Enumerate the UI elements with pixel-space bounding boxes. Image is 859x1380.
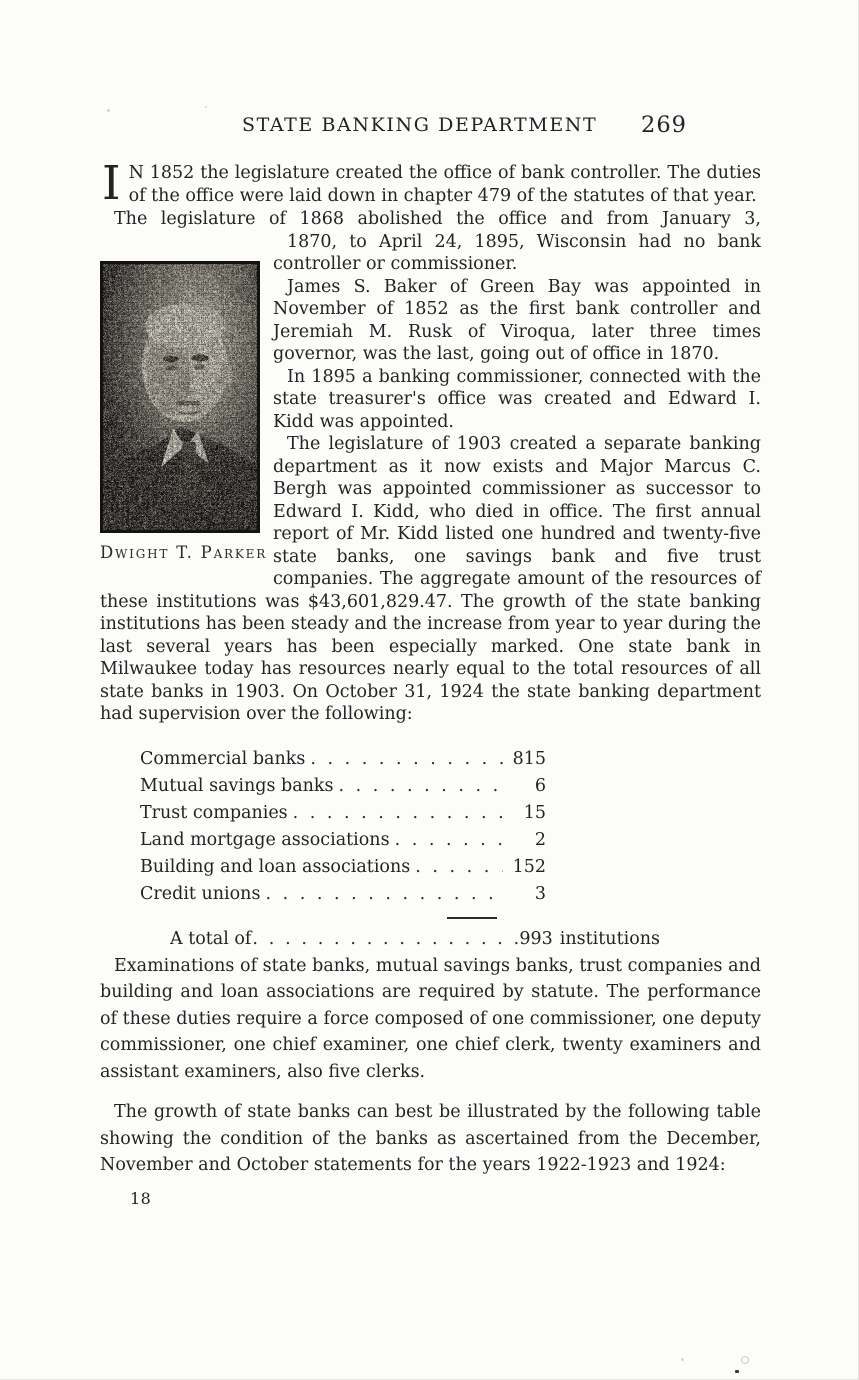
institution-count: 2 [534, 829, 546, 850]
portrait-caption: Dwight T. Parker [100, 542, 268, 562]
article-body [100, 156, 761, 1210]
dot-leader [415, 854, 503, 881]
institutions-row [140, 827, 546, 854]
page-number: 269 [641, 112, 687, 138]
institutions-row [140, 800, 546, 827]
institution-count: 815 [512, 748, 546, 769]
scan-speck [741, 1356, 749, 1364]
paragraph-legislature-rest: 1870, to April 24, 1895, Wisconsin had no bank controller or commissioner. [273, 231, 761, 274]
paragraph-growth: The growth of state banks can best be illustrated by the following table showing the condition of the banks as ascertained from the December, November and October statements for the years 1922-1923 and 1924: [100, 1102, 761, 1175]
page-title: STATE BANKING DEPARTMENT [242, 114, 598, 136]
paragraph-legislature-lead: The legislature of 1868 abolished the office and from January 3, [114, 209, 761, 229]
institution-count: 152 [512, 856, 546, 877]
page-header [100, 112, 761, 162]
dot-leader [310, 746, 503, 773]
institution-count: 3 [534, 883, 546, 904]
total-label: A total of [170, 928, 252, 949]
total-rule [447, 917, 497, 919]
portrait-figure [100, 235, 268, 565]
scan-speck [205, 106, 207, 108]
institution-label: Building and loan associations [140, 856, 411, 877]
total-count: 993 [519, 928, 553, 949]
institutions-row [140, 773, 546, 800]
drop-cap: I [102, 156, 121, 211]
institution-label: Credit unions [140, 883, 261, 904]
paragraph-kidd: In 1895 a banking commissioner, connected with the state treasurer's office was created and Edward I. Kidd was appointed. [273, 366, 761, 432]
dot-leader [252, 926, 518, 953]
scan-speck [681, 1358, 684, 1361]
institutions-row [140, 854, 546, 881]
institution-count: 15 [523, 802, 546, 823]
paragraph-department: The legislature of 1903 created a separate banking department as it now exists and Major Marcus C. Bergh was appointed commissioner as successor to Edward I. Kidd, who died in office. The first annual report of Mr. Kidd listed one hundred and twenty-five state banks, one savings bank and five trust companies. The aggregate amount of the resources of these institutions was $43,601,829.47. The growth of the state banking institutions has been steady and the increase from year to year during the last several years has been especially marked. One state bank in Milwaukee today has resources nearly equal to the total resources of all state banks in 1903. On October 31, 1924 the state banking department had supervision over the following: [100, 434, 761, 724]
page-content [100, 112, 761, 1210]
paragraph-intro [100, 156, 761, 211]
dot-leader [293, 800, 503, 827]
paragraph-intro-text: N 1852 the legislature created the office of bank controller. The duties of the office were laid down in chapter 479 of the statutes of that year. [128, 163, 761, 206]
institution-label: Mutual savings banks [140, 775, 334, 796]
institution-label: Trust companies [140, 802, 288, 823]
institution-label: Commercial banks [140, 748, 306, 769]
portrait-photo [100, 261, 260, 533]
paragraph-examinations: Examinations of state banks, mutual savings banks, trust companies and building and loan associations are required by statute. The performance of these duties require a force composed of one commissioner, one deputy commissioner, one chief examiner, one chief clerk, twenty examiners and assistant examiners, also five clerks. [100, 955, 761, 1082]
dot-leader [339, 773, 504, 800]
paragraph-baker: James S. Baker of Green Bay was appointed in November of 1852 as the first bank controller and Jeremiah M. Rusk of Viroqua, later three times governor, was the last, going out of office in 1870. [273, 276, 761, 364]
institutions-list [140, 746, 546, 908]
dot-leader [265, 881, 503, 908]
institution-count: 6 [534, 775, 546, 796]
portrait-illustration [103, 264, 257, 530]
scan-speck [735, 1370, 739, 1373]
institutions-row [140, 746, 546, 773]
total-unit: institutions [559, 928, 660, 949]
institution-label: Land mortgage associations [140, 829, 390, 850]
dot-leader [395, 827, 503, 854]
institutions-total-row [170, 926, 660, 953]
signature-mark: 18 [130, 1188, 152, 1208]
scan-speck [107, 109, 110, 112]
institutions-row [140, 881, 546, 908]
